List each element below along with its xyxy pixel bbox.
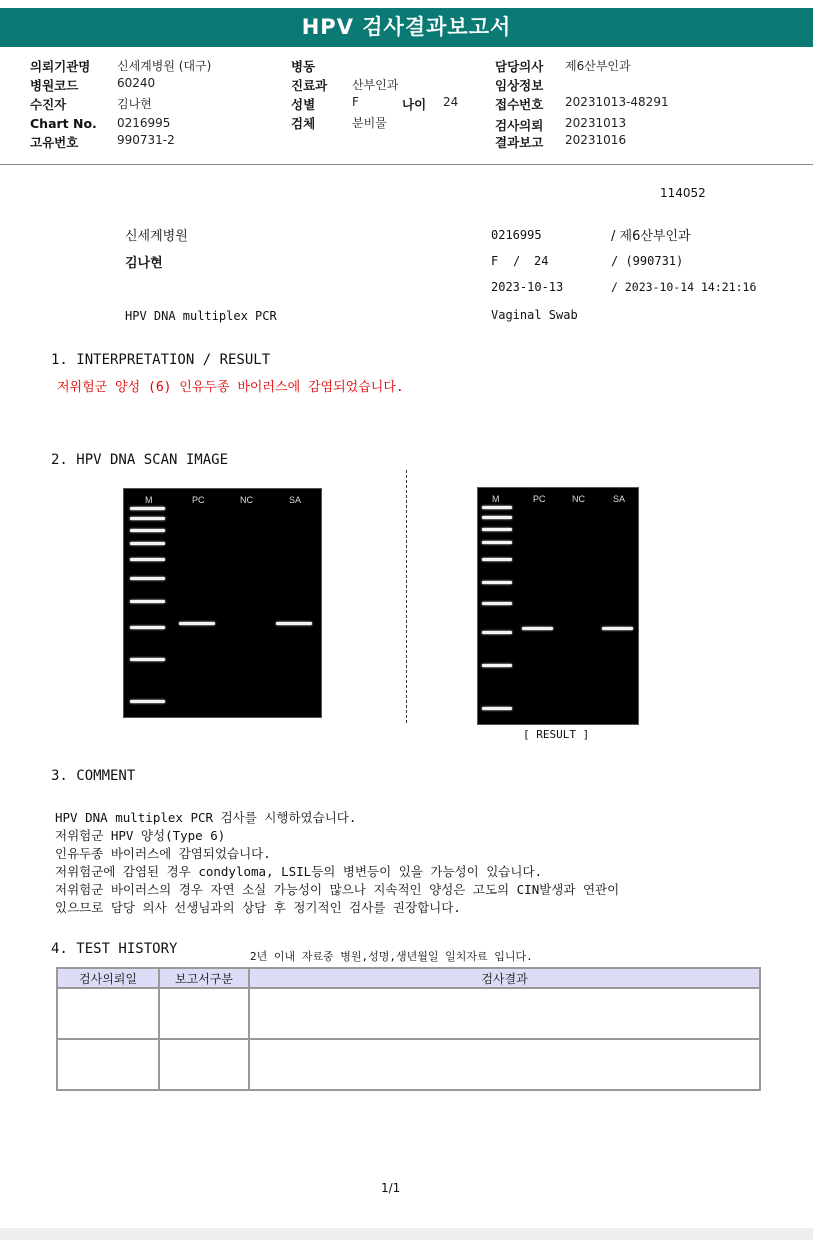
comment-line: HPV DNA multiplex PCR 검사를 시행하였습니다. — [55, 810, 357, 825]
page-number: 1/1 — [381, 1181, 401, 1195]
gel-image-result — [477, 487, 639, 725]
header-label-age: 나이 — [402, 97, 427, 112]
sa-band — [276, 622, 312, 625]
header-value-specimen: 분비물 — [352, 116, 387, 130]
marker-band — [130, 507, 165, 510]
comment-line: 저위험군 HPV 양성(Type 6) — [55, 828, 226, 843]
marker-band — [130, 700, 165, 703]
marker-band — [482, 558, 512, 561]
marker-band — [130, 577, 165, 580]
section-scan-image-title: 2. HPV DNA SCAN IMAGE — [51, 452, 229, 468]
header-label-doctor: 담당의사 — [495, 59, 544, 74]
table-row — [57, 988, 760, 1039]
comment-line: 있으므로 담당 의사 선생님과의 상담 후 정기적인 검사를 권장합니다. — [55, 900, 461, 915]
marker-band — [482, 528, 512, 531]
info-id-paren: / (990731) — [611, 254, 684, 268]
history-table — [56, 967, 761, 1091]
bottom-bar — [0, 1228, 813, 1240]
info-received: 2023-10-13 — [491, 280, 564, 294]
info-chart: 0216995 — [491, 228, 542, 242]
sa-band — [602, 627, 633, 630]
history-header-request-date: 검사의뢰일 — [57, 968, 159, 988]
marker-band — [482, 541, 512, 544]
header-label-patient: 수진자 — [30, 97, 67, 112]
marker-band — [130, 558, 165, 561]
marker-band — [482, 602, 512, 605]
lane-label-pc: PC — [533, 494, 546, 504]
header-label-ward: 병동 — [291, 59, 316, 74]
info-dept: / 제6산부인과 — [611, 229, 691, 244]
lane-label-m: M — [145, 495, 153, 505]
table-cell — [159, 1039, 249, 1090]
info-specimen: Vaginal Swab — [491, 308, 578, 322]
header-value-sex: F — [352, 95, 359, 109]
report-title: HPV 검사결과보고서 — [0, 8, 813, 47]
interpretation-result: 저위험군 양성 (6) 인유두종 바이러스에 감염되었습니다. — [57, 380, 404, 395]
pc-band — [522, 627, 553, 630]
marker-band — [482, 631, 512, 634]
marker-band — [482, 664, 512, 667]
comment-line: 저위험군에 감염된 경우 condyloma, LSIL등의 병변등이 있을 가능성이 있습니다. — [55, 864, 543, 879]
header-label-receipt-no: 접수번호 — [495, 97, 544, 112]
pc-band — [179, 622, 215, 625]
header-value-hospital-code: 60240 — [117, 76, 156, 90]
section-comment-title: 3. COMMENT — [51, 768, 136, 784]
header-label-requester: 의뢰기관명 — [30, 59, 91, 74]
header-value-age: 24 — [443, 95, 459, 109]
image-divider — [406, 470, 407, 723]
header-label-report-date: 결과보고 — [495, 135, 544, 150]
header-label-request-date: 검사의뢰 — [495, 118, 544, 133]
table-cell — [249, 1039, 760, 1090]
header-value-department: 산부인과 — [352, 78, 399, 92]
comment-line: 인유두종 바이러스에 감염되었습니다. — [55, 846, 271, 861]
header-value-report-date: 20231016 — [565, 133, 627, 147]
history-header-report-type: 보고서구분 — [159, 968, 249, 988]
marker-band — [130, 658, 165, 661]
lane-label-sa: SA — [289, 495, 302, 505]
marker-band — [130, 517, 165, 520]
header-value-receipt-no: 20231013-48291 — [565, 95, 669, 109]
info-patient: 김나현 — [125, 256, 163, 271]
header-value-patient: 김나현 — [117, 97, 152, 111]
table-cell — [57, 988, 159, 1039]
info-age: 24 — [534, 254, 549, 268]
report-id: 114052 — [660, 186, 706, 200]
header-label-hospital-code: 병원코드 — [30, 78, 79, 93]
info-test-name: HPV DNA multiplex PCR — [125, 309, 277, 323]
marker-band — [130, 626, 165, 629]
table-cell — [159, 988, 249, 1039]
header-label-sex: 성별 — [291, 97, 316, 112]
lane-label-nc: NC — [240, 495, 253, 505]
history-note: 2년 이내 자료중 병원,성명,생년월일 일치자료 입니다. — [250, 950, 533, 963]
header-value-unique-id: 990731-2 — [117, 133, 175, 147]
marker-band — [482, 581, 512, 584]
header-label-unique-id: 고유번호 — [30, 135, 79, 150]
lane-label-pc: PC — [192, 495, 205, 505]
table-row — [57, 1039, 760, 1090]
header-label-department: 진료과 — [291, 78, 328, 93]
header-label-chart-no: Chart No. — [30, 116, 97, 131]
lane-label-nc: NC — [572, 494, 585, 504]
marker-band — [482, 506, 512, 509]
header-value-request-date: 20231013 — [565, 116, 627, 130]
table-cell — [57, 1039, 159, 1090]
marker-band — [130, 529, 165, 532]
marker-band — [130, 600, 165, 603]
marker-band — [130, 542, 165, 545]
gel-image-reference — [123, 488, 322, 718]
header-divider — [0, 164, 813, 165]
result-caption: [ RESULT ] — [523, 728, 590, 741]
marker-band — [482, 516, 512, 519]
header-label-specimen: 검체 — [291, 116, 316, 131]
marker-band — [482, 707, 512, 710]
info-slash: / — [513, 254, 521, 268]
info-reported: / 2023-10-14 14:21:16 — [611, 280, 757, 294]
info-sex: F — [491, 254, 499, 268]
info-hospital: 신세계병원 — [125, 229, 188, 244]
lane-label-sa: SA — [613, 494, 626, 504]
header-value-chart-no: 0216995 — [117, 116, 171, 130]
history-header-result: 검사결과 — [249, 968, 760, 988]
table-cell — [249, 988, 760, 1039]
section-history-title: 4. TEST HISTORY — [51, 941, 178, 957]
lane-label-m: M — [492, 494, 500, 504]
header-value-requester: 신세계병원 (대구) — [117, 59, 212, 73]
header-label-clinical-info: 임상정보 — [495, 78, 544, 93]
section-interpretation-title: 1. INTERPRETATION / RESULT — [51, 352, 271, 368]
header-value-doctor: 제6산부인과 — [565, 59, 631, 73]
comment-line: 저위험군 바이러스의 경우 자연 소실 가능성이 많으나 지속적인 양성은 고도의 CIN발생과 연관이 — [55, 882, 620, 897]
